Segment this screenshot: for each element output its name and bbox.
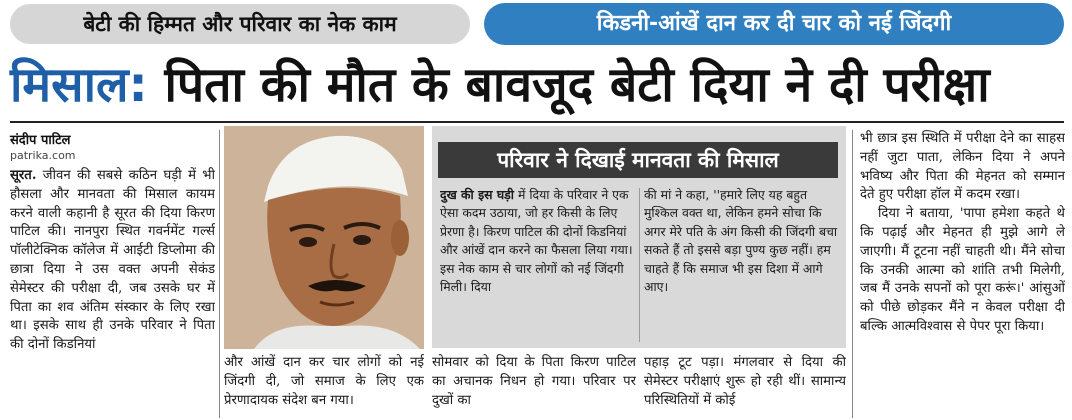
source: patrika.com: [10, 149, 76, 162]
kicker-right: किडनी-आंखें दान कर दी चार को नई जिंदगी: [484, 3, 1064, 45]
column-divider: [219, 130, 220, 418]
highlight-box-column-b: की मां ने कहा, ''हमारे लिए यह बहुत मुश्किल वक्त था, लेकिन हमने सोचा कि अगर मेरे पति के अंग किसी की जिंदगी बचा सकते हैं तो इससे बड़ा पुण्य कुछ नहीं। हम चाहते हैं कि समाज भी इस दिशा में आगे आए।: [644, 187, 838, 295]
highlight-box-title: परिवार ने दिखाई मानवता की मिसाल: [438, 142, 838, 178]
column-1: [10, 167, 215, 417]
man-portrait-icon: [224, 126, 424, 349]
column-2-text: और आंखें दान कर चार लोगों को नई जिंदगी दी, जो समाज के लिए एक प्रेरणादायक संदेश बन गया।: [224, 355, 424, 408]
box-divider: [639, 188, 640, 342]
headline-text: पिता की मौत के बावजूद बेटी दिया ने दी परीक्षा: [164, 57, 990, 113]
headline-lead: मिसाल:: [10, 57, 148, 113]
kicker-left: बेटी की हिम्मत और परिवार का नेक काम: [10, 4, 470, 44]
column-divider-right: [852, 130, 853, 418]
column-5-paragraph-1: भी छात्र इस स्थिति में परीक्षा देने का साहस नहीं जुटा पाता, लेकिन दिया ने अपने भविष्य और पिता की मेहनत को सम्मान देते हुए परीक्षा हॉल में कदम रखा।: [860, 131, 1065, 203]
column-5: [860, 130, 1065, 418]
dateline: सूरत.: [10, 168, 37, 183]
highlight-box-text-a: में दिया के परिवार ने एक ऐसा कदम उठाया, जो हर किसी के लिए प्रेरणा है। किरण पाटिल की दोनों किडनियां और आंखें दान करने का फैसला लिया गया। इस नेक काम से चार लोगों को नई जिंदगी मिली। दिया: [440, 187, 633, 295]
headline-rule: [10, 121, 1064, 123]
column-5-paragraph-2: दिया ने बताया, 'पापा हमेशा कहते थे कि पढ़ाई और मेहनत ही मुझे आगे ले जाएगी। मैं टूटना नहीं चाहती थी। मैंने सोचा कि उनकी आत्मा को शांति तभी मिलेगी, जब मैं उनके सपनों को पूरा करूं।' आंसुओं को पीछे छोड़कर मैंने न केवल परीक्षा दी बल्कि आत्मविश्वास से पेपर पूरा किया।: [860, 206, 1065, 334]
highlight-box-column-a: [440, 186, 636, 344]
byline: संदीप पाटिल: [10, 133, 71, 148]
highlight-box-lead: दुख की इस घड़ी: [440, 187, 515, 202]
portrait-photo: [224, 126, 424, 349]
column-4-text: पहाड़ टूट पड़ा। मंगलवार से दिया की सेमेस्टर परीक्षाएं शुरू हो रही थीं। सामान्य परिस्थितियों में कोई: [644, 355, 846, 408]
column-3-text: सोमवार को दिया के पिता किरण पाटिल का अचानक निधन हो गया। परिवार पर दुखों का: [432, 355, 636, 408]
column-1-text: जीवन की सबसे कठिन घड़ी में भी हौसला और मानवता की मिसाल कायम करने वाली कहानी है सूरत की दिया किरण पाटिल की। नानपुरा स्थित गवर्नमेंट गर्ल्स पॉलीटेक्निक कॉलेज में आईटी डिप्लोमा की छात्रा दिया ने उस वक्त अपनी सेकंड सेमेस्टर की परीक्षा दी, जब उसके घर में पिता का शव अंतिम संस्कार के लिए रखा था। इसके साथ ही उनके परिवार ने पिता की दोनों किडनियां: [10, 168, 215, 353]
headline: [10, 50, 1064, 120]
